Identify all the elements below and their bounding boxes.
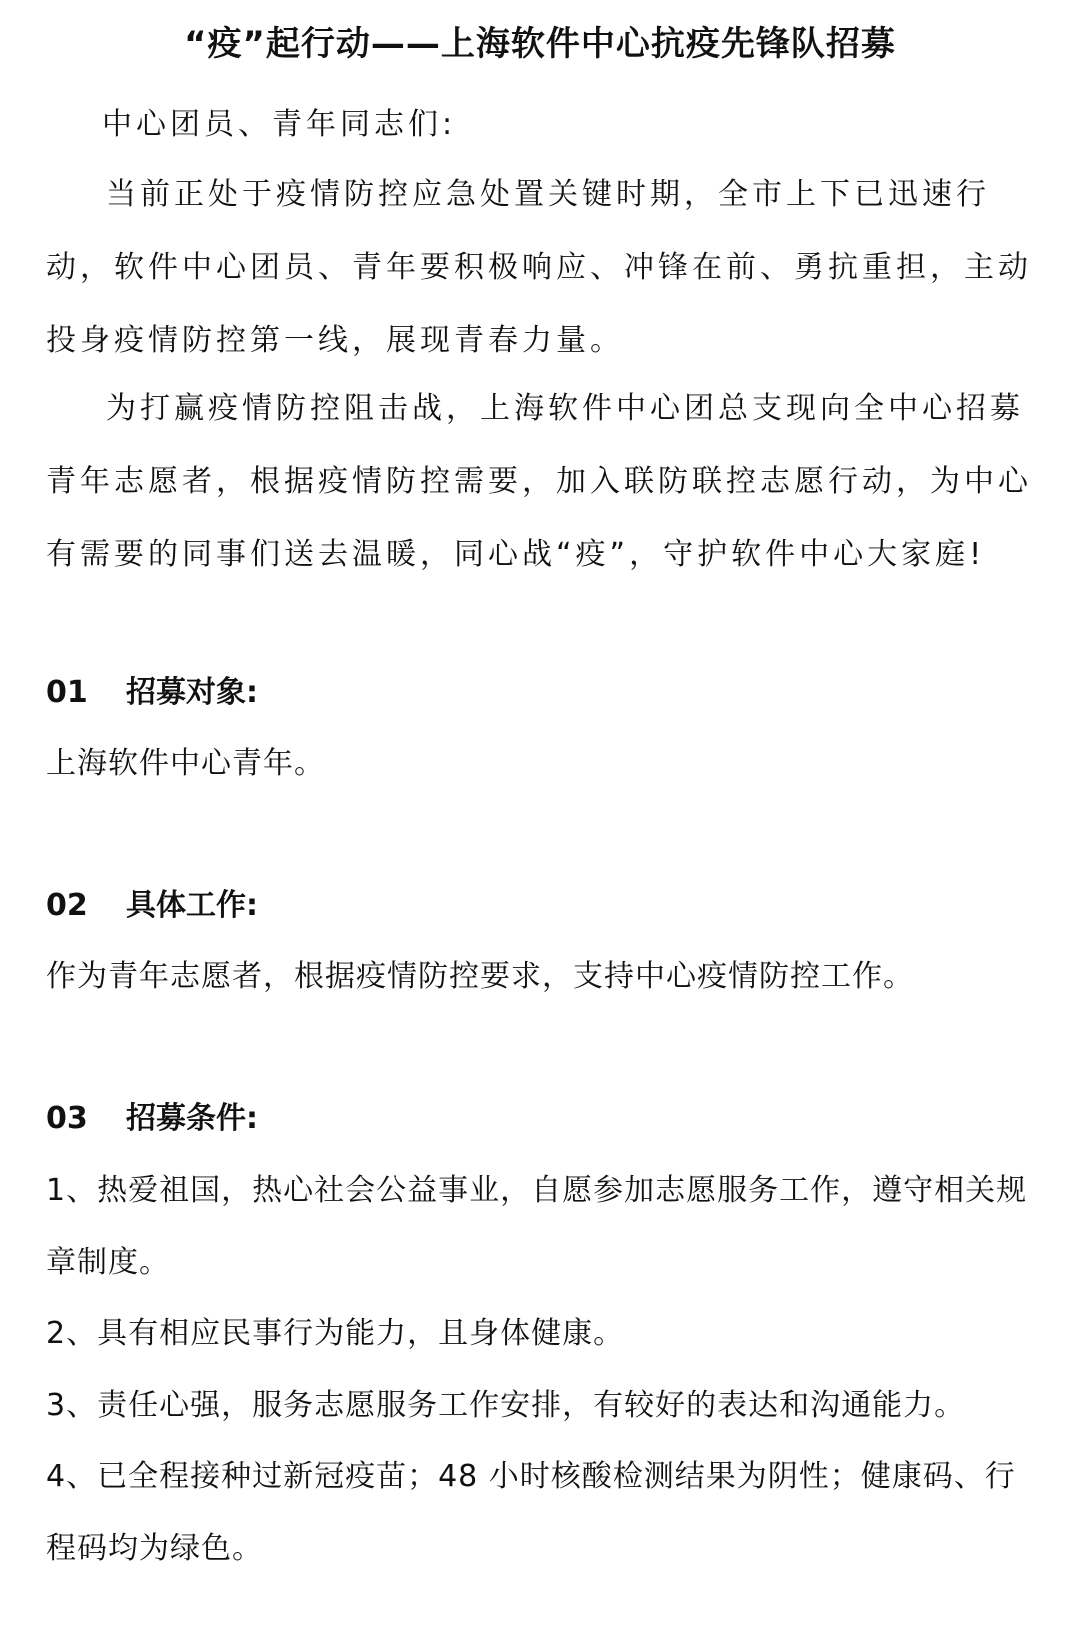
condition-item-3: 3、责任心强，服务志愿服务工作安排，有较好的表达和沟通能力。 bbox=[46, 1388, 966, 1423]
section-01-heading bbox=[46, 663, 258, 723]
section-02-content: 作为青年志愿者，根据疫情防控要求，支持中心疫情防控工作。 bbox=[46, 959, 914, 994]
intro-paragraph-1: 当前正处于疫情防控应急处置关键时期，全市上下已迅速行动，软件中心团员、青年要积极响应、冲锋在前、勇抗重担，主动投身疫情防控第一线，展现青春力量。 bbox=[46, 177, 1032, 358]
section-02-heading bbox=[46, 876, 258, 936]
section-title: 具体工作: bbox=[126, 888, 258, 923]
section-number: 03 bbox=[46, 1101, 88, 1136]
section-title: 招募条件: bbox=[126, 1101, 258, 1136]
condition-item-4: 4、已全程接种过新冠疫苗；48 小时核酸检测结果为阴性；健康码、行程码均为绿色。 bbox=[46, 1459, 1016, 1566]
greeting: 中心团员、青年同志们: bbox=[102, 107, 457, 142]
section-number: 02 bbox=[46, 888, 88, 923]
section-number: 01 bbox=[46, 675, 88, 710]
intro-paragraph-2: 为打赢疫情防控阻击战，上海软件中心团总支现向全中心招募青年志愿者，根据疫情防控需要，加入联防联控志愿行动，为中心有需要的同事们送去温暖，同心战“疫”，守护软件中心大家庭! bbox=[46, 391, 1032, 572]
section-title: 招募对象: bbox=[126, 675, 258, 710]
section-03-heading bbox=[46, 1089, 258, 1149]
document-title: “疫”起行动——上海软件中心抗疫先锋队招募 bbox=[184, 24, 896, 64]
section-01-content: 上海软件中心青年。 bbox=[46, 746, 325, 781]
condition-item-2: 2、具有相应民事行为能力，且身体健康。 bbox=[46, 1316, 625, 1351]
condition-item-1: 1、热爱祖国，热心社会公益事业，自愿参加志愿服务工作，遵守相关规章制度。 bbox=[46, 1173, 1028, 1280]
